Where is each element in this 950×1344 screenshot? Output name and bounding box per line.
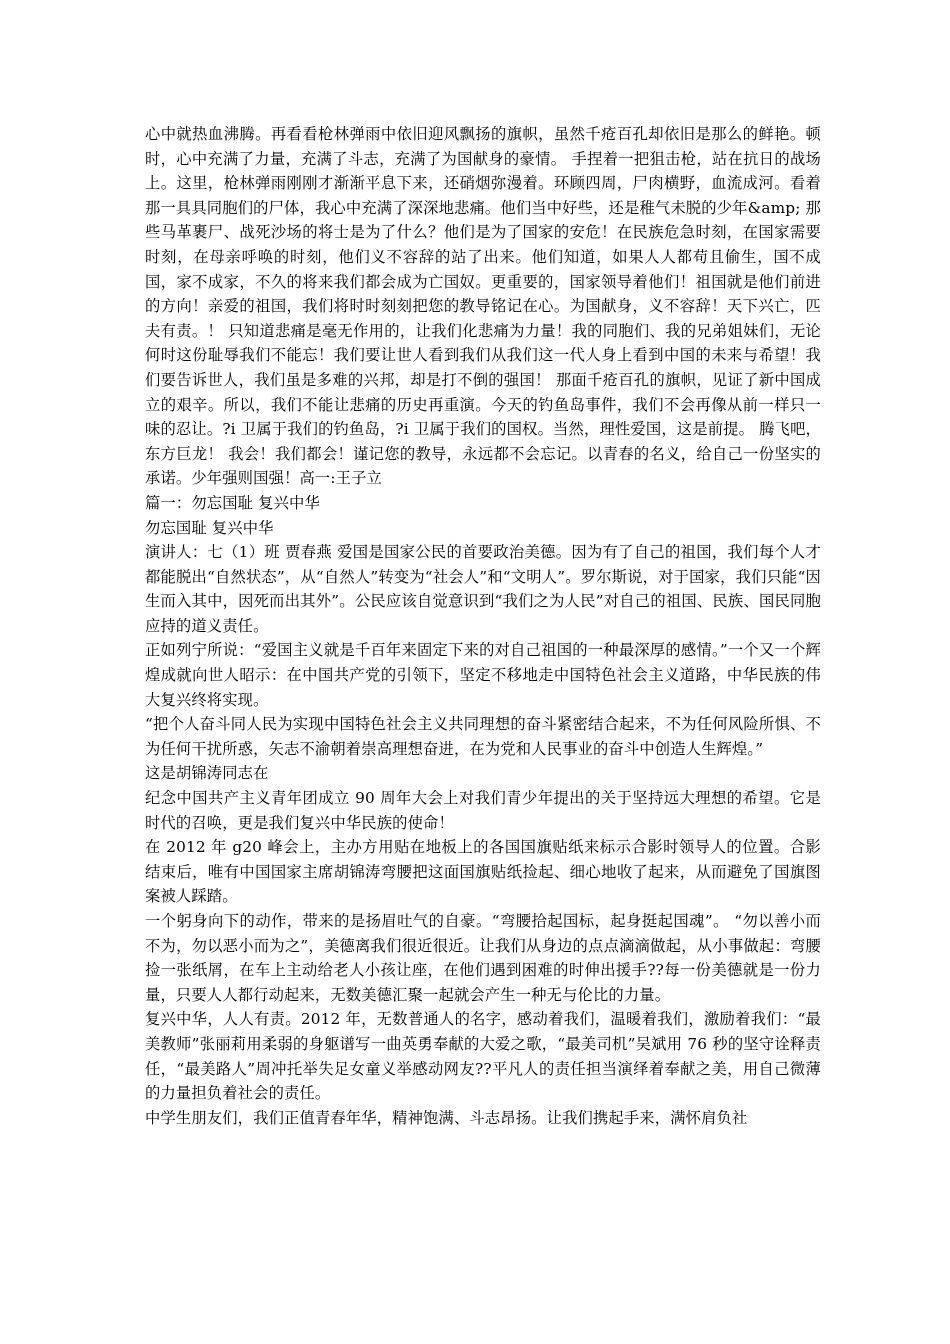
paragraph-lenin-quote: 正如列宁所说：“爱国主义就是千百年来固定下来的对自己祖国的一种最深厚的感情。”一个又一个辉煌成就向世人昭示：在中国共产党的引领下，坚定不移地走中国特色社会主义道路，中华民族的伟大复兴终将实现。 [145,641,821,709]
paragraph-closing: 中学生朋友们，我们正值青春年华，精神饱满、斗志昂扬。让我们携起手来，满怀肩负社 [145,1108,748,1127]
paragraph-attribution: 这是胡锦涛同志在 [145,764,269,783]
paragraph-virtue: 一个躬身向下的动作，带来的是扬眉吐气的自豪。“弯腰拾起国标，起身挺起国魂”。 “勿以善小而不为，勿以恶小而为之”，美德离我们很近很近。让我们从身边的点点滴滴做起，从小事做起：弯腰捡一张纸屑，在车上主动给老人小孩让座，在他们遇到困难的时伸出援手??每一份美德就是一份力量，只要人人都行动起来，无数美德汇聚一起就会产生一种无与伦比的力量。 [145,912,821,1004]
paragraph-g20: 在 2012 年 g20 峰会上，主办方用贴在地板上的各国国旗贴纸来标示合影时领导人的位置。合影结束后，唯有中国国家主席胡锦涛弯腰把这面国旗贴纸捡起、细心地收了起来，从而避免了国旗图案被人踩踏。 [145,838,821,906]
paragraph-title: 勿忘国耻 复兴中华 [145,518,274,537]
document-body [145,122,821,1130]
paragraph-responsibility: 复兴中华，人人有责。2012 年，无数普通人的名字，感动着我们，温暖着我们，激励着我们：“最美教师”张丽莉用柔弱的身躯谱写一曲英勇奉献的大爱之歌，“最美司机”吴斌用 76 秒的坚守诠释责任，“最美路人”周冲托举失足女童义举感动网友??平凡人的责任担当演绎着奉献之美，用自己微薄的力量担负着社会的责任。 [145,1010,821,1103]
paragraph-intro: 心中就热血沸腾。再看看枪林弹雨中依旧迎风飘扬的旗帜，虽然千疮百孔却依旧是那么的鲜艳。顿时，心中充满了力量，充满了斗志，充满了为国献身的豪情。 手捏着一把狙击枪，站在抗日的战场上。这里，枪林弹雨刚刚才渐渐平息下来，还硝烟弥漫着。环顾四周，尸肉横野，血流成河。看着那一具具同胞们的尸体，我心中充满了深深地悲痛。他们当中好些，还是稚气未脱的少年&amp; 那些马革裹尸、战死沙场的将士是为了什么？他们是为了国家的安危！在民族危急时刻，在国家需要时刻，在母亲呼唤的时刻，他们义不容辞的站了出来。他们知道，如果人人都苟且偷生，国不成国，家不成家，不久的将来我们都会成为亡国奴。更重要的，国家领导着他们！祖国就是他们前进的方向！亲爱的祖国，我们将时时刻刻把您的教导铭记在心。为国献身，义不容辞！天下兴亡，匹夫有责。！ 只知道悲痛是毫无作用的，让我们化悲痛为力量！我的同胞们、我的兄弟姐妹们，无论何时这份耻辱我们不能忘！我们要让世人看到我们从我们这一代人身上看到中国的未来与希望！我们要告诉世人，我们虽是多难的兴邦，却是打不倒的强国！ 那面千疮百孔的旗帜，见证了新中国成立的艰辛。所以，我们不能让悲痛的历史再重演。今天的钓鱼岛事件，我们不会再像从前一样只一味的忍让。?i 卫属于我们的钓鱼岛，?i 卫属于我们的国权。当然，理性爱国，这是前提。 腾飞吧，东方巨龙！ 我会！我们都会！谨记您的教导，永远都不会忘记。以青春的名义，给自己一份坚实的承诺。少年强则国强！高一:王子立 [145,125,821,488]
paragraph-quote: “把个人奋斗同人民为实现中国特色社会主义共同理想的奋斗紧密结合起来，不为任何风险所惧、不为任何干扰所惑，矢志不渝朝着崇高理想奋进，在为党和人民事业的奋斗中创造人生辉煌。” [145,715,821,758]
paragraph-speaker: 演讲人：七（1）班 贾春燕 爱国是国家公民的首要政治美德。因为有了自己的祖国，我们每个人才都能脱出“自然状态”，从“自然人”转变为“社会人”和“文明人”。罗尔斯说，对于国家，我们只能“因生而入其中，因死而出其外”。公民应该自觉意识到“我们之为人民”对自己的祖国、民族、国民同胞应持的道义责任。 [145,543,821,635]
paragraph-youth-league: 纪念中国共产主义青年团成立 90 周年大会上对我们青少年提出的关于坚持远大理想的希望。它是时代的召唤，更是我们复兴中华民族的使命！ [145,789,821,832]
paragraph-heading-part-one: 篇一：勿忘国耻 复兴中华 [145,493,320,512]
